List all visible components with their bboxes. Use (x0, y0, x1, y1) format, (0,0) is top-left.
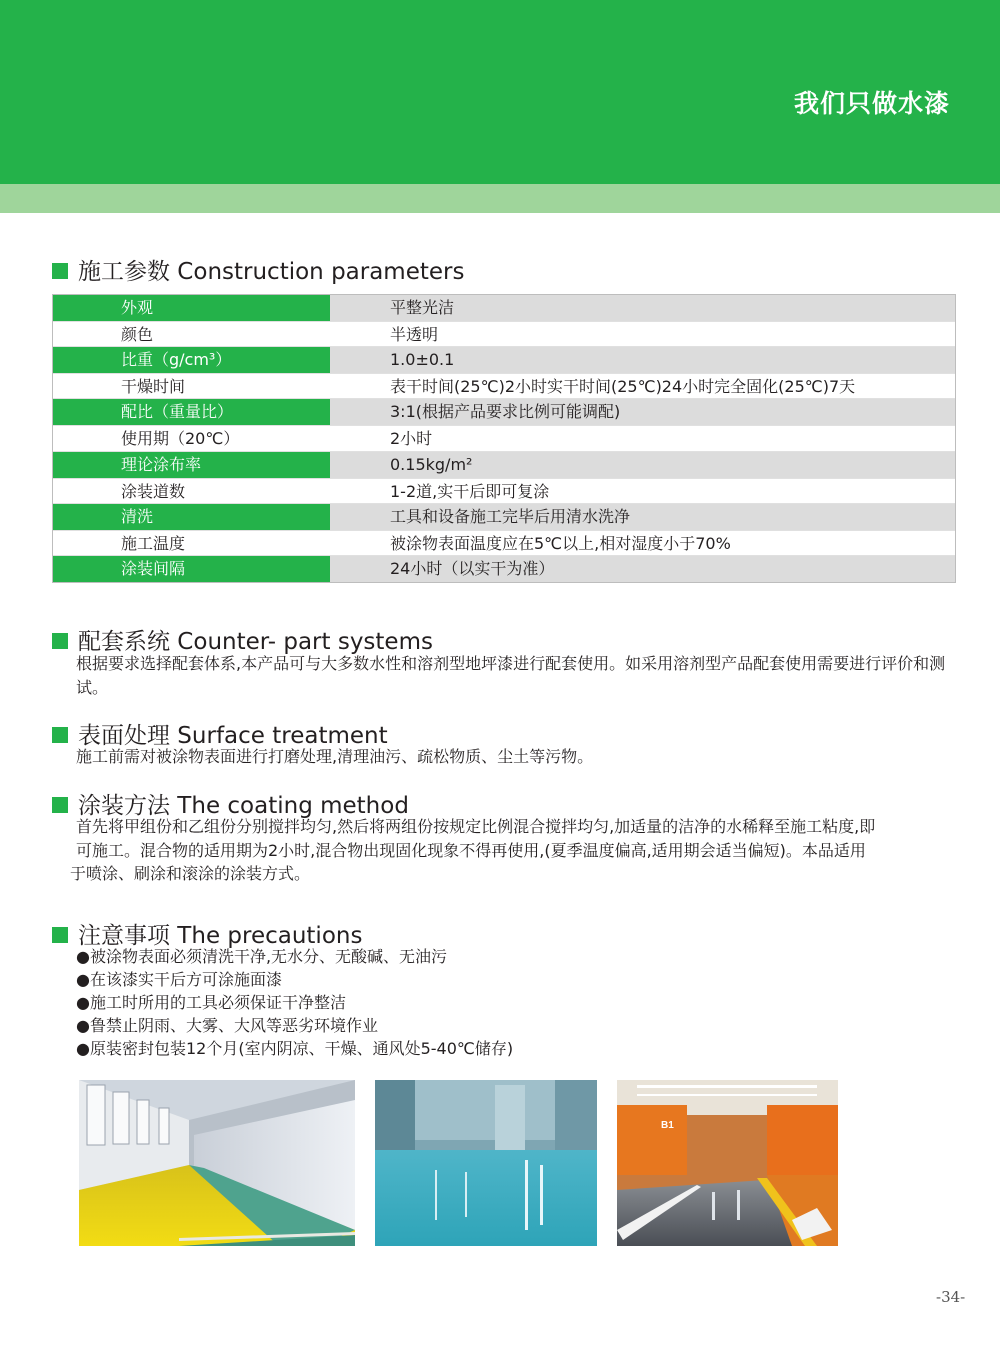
surface-text: 施工前需对被涂物表面进行打磨处理,清理油污、疏松物质、尘土等污物。 (76, 747, 594, 766)
section-marker-icon (52, 927, 68, 943)
param-key: 外观 (53, 295, 330, 321)
table-row (53, 321, 955, 347)
photo-yellow-corridor (79, 1080, 355, 1246)
param-key: 配比（重量比） (53, 399, 330, 425)
coating-line-3: 于喷涂、刷涂和滚涂的涂装方式。 (70, 864, 311, 883)
param-key: 比重（g/cm³） (53, 347, 330, 373)
param-value: 3:1(根据产品要求比例可能调配) (330, 399, 955, 425)
precaution-item: ●被涂物表面必须清洗干净,无水分、无酸碱、无油污 (76, 947, 448, 966)
parking-level-sign: B1 (661, 1120, 674, 1131)
header-stripe (0, 184, 1000, 213)
param-value: 被涂物表面温度应在5℃以上,相对湿度小于70% (330, 531, 955, 555)
param-key: 涂装道数 (53, 479, 330, 503)
counterpart-text: 根据要求选择配套体系,本产品可与大多数水性和溶剂型地坪漆进行配套使用。如采用溶剂型产品配套使用需要进行评价和测试。 (76, 654, 946, 697)
param-value: 表干时间(25℃)2小时实干时间(25℃)24小时完全固化(25℃)7天 (330, 374, 955, 398)
param-key: 使用期（20℃） (53, 426, 330, 450)
param-value: 1-2道,实干后即可复涂 (330, 479, 955, 503)
coating-line-2: 可施工。混合物的适用期为2小时,混合物出现固化现象不得再使用,(夏季温度偏高,适用期会适当偏短)。本品适用 (76, 841, 866, 860)
table-row (53, 452, 955, 478)
table-row (53, 373, 955, 399)
table-row (53, 530, 955, 556)
coating-line-1: 首先将甲组份和乙组份分别搅拌均匀,然后将两组份按规定比例混合搅拌均匀,加适量的洁净的水稀释至施工粘度,即 (76, 817, 876, 836)
surface-title-text: 表面处理 Surface treatment (78, 723, 388, 749)
table-row (53, 425, 955, 451)
section-marker-icon (52, 727, 68, 743)
table-row (53, 556, 955, 582)
param-value: 平整光洁 (330, 295, 955, 321)
section-marker-icon (52, 633, 68, 649)
param-key: 颜色 (53, 322, 330, 346)
table-row (53, 504, 955, 530)
precaution-item: ●在该漆实干后方可涂施面漆 (76, 970, 282, 989)
header-slogan: 我们只做水漆 (793, 89, 950, 118)
counterpart-title-text: 配套系统 Counter- part systems (78, 629, 433, 655)
param-value: 半透明 (330, 322, 955, 346)
param-value: 2小时 (330, 426, 955, 450)
param-key: 干燥时间 (53, 374, 330, 398)
precaution-item: ●施工时所用的工具必须保证干净整洁 (76, 993, 346, 1012)
param-value: 24小时（以实干为准） (330, 556, 955, 582)
table-row (53, 399, 955, 425)
section-marker-icon (52, 263, 68, 279)
precautions-title-text: 注意事项 The precautions (78, 923, 363, 949)
precaution-item: ●鲁禁止阴雨、大雾、大风等恶劣环境作业 (76, 1016, 378, 1035)
param-key: 施工温度 (53, 531, 330, 555)
param-value: 0.15kg/m² (330, 452, 955, 478)
construction-title-text: 施工参数 Construction parameters (78, 259, 465, 285)
param-value: 工具和设备施工完毕后用清水洗净 (330, 504, 955, 530)
precaution-item: ●原装密封包装12个月(室内阴凉、干燥、通风处5-40℃储存) (76, 1039, 514, 1058)
param-key: 清洗 (53, 504, 330, 530)
construction-parameters-table (52, 294, 956, 583)
construction-section-title (52, 258, 464, 286)
param-key: 涂装间隔 (53, 556, 330, 582)
photo-blue-hall (375, 1080, 597, 1246)
coating-title-text: 涂装方法 The coating method (78, 793, 409, 819)
table-row (53, 295, 955, 321)
photo-parking-garage (617, 1080, 838, 1246)
param-value: 1.0±0.1 (330, 347, 955, 373)
page-number: -34- (936, 1288, 966, 1306)
table-row (53, 478, 955, 504)
section-marker-icon (52, 797, 68, 813)
table-row (53, 347, 955, 373)
param-key: 理论涂布率 (53, 452, 330, 478)
